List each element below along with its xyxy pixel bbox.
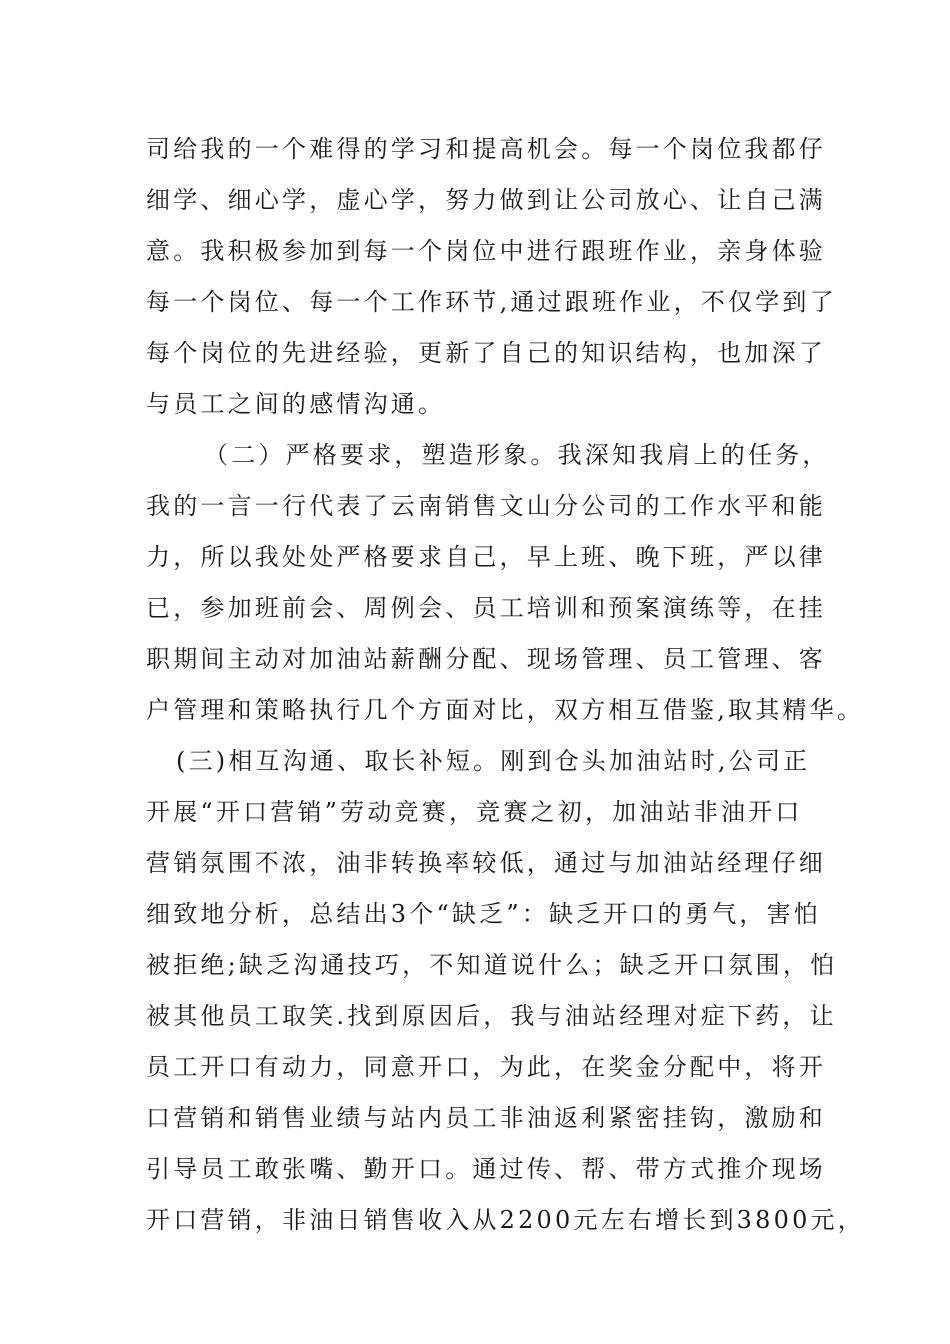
text-line: 司给我的一个难得的学习和提高机会。每一个岗位我都仔 [146, 135, 826, 163]
text-line: 职期间主动对加油站薪酬分配、现场管理、员工管理、客 [146, 645, 826, 673]
paragraph-heading-line: （二）严格要求，塑造形象。我深知我肩上的任务， [204, 441, 830, 469]
text-line: 与员工之间的感情沟通。 [146, 390, 446, 418]
text-line: 每一个岗位、每一个工作环节,通过跟班作业，不仅学到了 [146, 288, 837, 316]
text-line: 户管理和策略执行几个方面对比，双方相互借鉴,取其精华。 [146, 696, 865, 724]
text-line: 每个岗位的先进经验，更新了自己的知识结构，也加深了 [146, 339, 826, 367]
text-line: 开展“开口营销”劳动竞赛，竞赛之初，加油站非油开口 [146, 798, 803, 826]
text-line: 被其他员工取笑.找到原因后，我与油站经理对症下药，让 [146, 1002, 837, 1030]
text-line: 引导员工敢张嘴、勤开口。通过传、帮、带方式推介现场 [146, 1155, 826, 1183]
text-line: 员工开口有动力，同意开口，为此，在奖金分配中，将开 [146, 1053, 826, 1081]
text-line: 细致地分析，总结出3个“缺乏”：缺乏开口的勇气，害怕 [146, 900, 822, 928]
document-body [146, 124, 865, 1246]
text-line: 营销氛围不浓，油非转换率较低，通过与加油站经理仔细 [146, 849, 826, 877]
text-line: 细学、细心学，虚心学，努力做到让公司放心、让自己满 [146, 186, 826, 214]
text-line: 口营销和销售业绩与站内员工非油返利紧密挂钩，激励和 [146, 1104, 826, 1132]
text-line: 我的一言一行代表了云南销售文山分公司的工作水平和能 [146, 492, 826, 520]
text-line: 意。我积极参加到每一个岗位中进行跟班作业，亲身体验 [146, 237, 826, 265]
text-line: 力，所以我处处严格要求自己，早上班、晚下班，严以律 [146, 543, 826, 571]
paragraph-heading-line: (三)相互沟通、取长补短。刚到仓头加油站时,公司正 [176, 747, 811, 775]
text-line: 被拒绝;缺乏沟通技巧，不知道说什么；缺乏开口氛围，怕 [146, 951, 838, 979]
text-line: 开口营销，非油日销售收入从2200元左右增长到3800元， [146, 1206, 865, 1234]
text-line: 已，参加班前会、周例会、员工培训和预案演练等，在挂 [146, 594, 826, 622]
